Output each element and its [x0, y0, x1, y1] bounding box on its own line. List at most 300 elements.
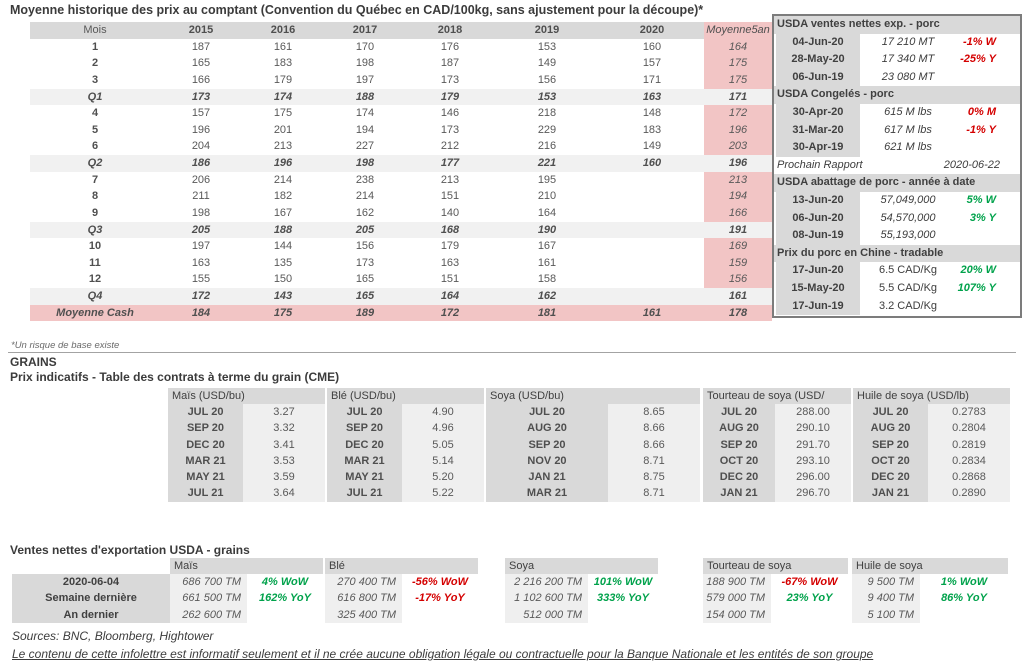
futures-table-header: Soya (USD/bu): [486, 388, 700, 404]
report-change: [956, 227, 1020, 245]
page-title: Moyenne historique des prix au comptant (Convention du Québec en CAD/100kg, sans ajustement pour la découpe)*: [10, 3, 704, 17]
report-change: [956, 298, 1020, 316]
row-label: 11: [89, 256, 101, 269]
export-row: [852, 574, 1008, 590]
moyenne5an-cell: 166: [704, 205, 772, 222]
price-cell: 213: [440, 173, 460, 186]
row-label: 4: [91, 107, 99, 120]
panel-data-row: [774, 51, 1020, 69]
price-cell: 165: [324, 288, 406, 305]
futures-row: [327, 469, 484, 485]
export-change: [402, 607, 478, 623]
price-cell: 196: [242, 155, 324, 172]
report-change: 107% Y: [957, 281, 996, 294]
futures-row: [168, 485, 325, 501]
futures-row: [327, 453, 484, 469]
report-change: [956, 139, 1020, 157]
export-change: 4% WoW: [261, 576, 309, 588]
export-row: [325, 590, 478, 606]
price-cell: 163: [600, 89, 704, 106]
contract-month: JAN 21: [703, 485, 775, 501]
panel-section-header: USDA Congelés - porc: [774, 86, 1020, 104]
panel-section-header: USDA abattage de porc - année à date: [774, 174, 1020, 192]
price-cell: 156: [537, 73, 557, 86]
price-cell: 179: [406, 89, 494, 106]
contract-price: 3.41: [243, 437, 325, 453]
row-label: Q3: [30, 222, 160, 239]
section-divider: [8, 352, 1016, 353]
export-change: 162% YoY: [259, 592, 311, 605]
export-change: -17% YoY: [415, 592, 465, 605]
price-cell: 210: [537, 190, 557, 203]
price-cell: 151: [440, 190, 460, 203]
panel-data-row: [774, 192, 1020, 210]
price-cell: 176: [440, 40, 460, 53]
next-report-date: 2020-06-22: [943, 158, 1000, 171]
export-group-header: Soya: [505, 558, 658, 574]
contract-price: 0.2783: [928, 404, 1010, 420]
export-row: [325, 607, 478, 623]
price-cell: 149: [537, 57, 557, 70]
contract-month: DEC 20: [703, 469, 775, 485]
price-cell: 183: [273, 57, 293, 70]
moyenne5an-cell: 194: [704, 188, 772, 205]
column-header: 2017: [324, 22, 406, 39]
futures-row: [853, 437, 1010, 453]
price-cell: 205: [324, 222, 406, 239]
contract-price: 288.00: [775, 404, 851, 420]
price-cell: 155: [191, 273, 211, 286]
report-date: 30-Apr-19: [776, 139, 860, 157]
futures-row: [327, 485, 484, 501]
price-cell: 221: [494, 155, 600, 172]
contract-price: 293.10: [775, 453, 851, 469]
price-cell: 167: [273, 206, 293, 219]
report-change: -1% W: [963, 35, 996, 48]
price-cell: 238: [355, 173, 375, 186]
futures-table-huile: [853, 388, 1010, 502]
report-date: 15-May-20: [776, 280, 860, 298]
export-change: 1% WoW: [940, 576, 988, 588]
row-label: 5: [91, 123, 99, 136]
contract-month: JAN 21: [853, 485, 928, 501]
price-cell: 218: [537, 107, 557, 120]
export-row: [325, 574, 478, 590]
price-cell: 182: [273, 190, 293, 203]
price-cell: 201: [273, 123, 293, 136]
futures-table-mais: [168, 388, 325, 502]
futures-row: [168, 404, 325, 420]
column-header: 2019: [494, 22, 600, 39]
export-group-header: Tourteau de soya: [703, 558, 848, 574]
moyenne5an-cell: 171: [704, 89, 772, 106]
contract-month: MAY 21: [327, 469, 402, 485]
export-group-huile: [852, 558, 1008, 623]
price-cell: 173: [440, 73, 460, 86]
price-cell: 164: [537, 206, 557, 219]
report-value: 17 210 MT: [881, 35, 935, 48]
column-header: 2018: [406, 22, 494, 39]
moyenne5an-cell: 213: [704, 172, 772, 189]
contract-month: MAY 21: [168, 469, 243, 485]
panel-data-row: [774, 210, 1020, 228]
futures-row: [168, 469, 325, 485]
export-volume: 512 000 TM: [505, 607, 588, 623]
panel-data-row: [774, 280, 1020, 298]
contract-month: OCT 20: [853, 453, 928, 469]
usda-report-panel: [772, 14, 1022, 318]
contract-price: 8.65: [608, 404, 700, 420]
price-cell: 143: [242, 288, 324, 305]
moyenne5an-cell: 196: [704, 122, 772, 139]
contract-month: DEC 20: [853, 469, 928, 485]
export-volume: 2 216 200 TM: [505, 574, 588, 590]
price-cell: 205: [160, 222, 242, 239]
price-cell: 165: [355, 273, 375, 286]
contract-price: 5.05: [402, 437, 484, 453]
price-cell: 162: [355, 206, 375, 219]
price-cell: 186: [160, 155, 242, 172]
price-cell: 163: [191, 256, 211, 269]
export-volume: 325 400 TM: [325, 607, 402, 623]
price-cell: 214: [355, 190, 375, 203]
export-change: 101% WoW: [593, 576, 653, 588]
panel-section-header: Prix du porc en Chine - tradable: [774, 245, 1020, 263]
contract-price: 0.2804: [928, 420, 1010, 436]
export-volume: 616 800 TM: [325, 590, 402, 606]
exports-row-label: Semaine dernière: [12, 590, 170, 606]
contract-price: 3.27: [243, 404, 325, 420]
export-change: 333% YoY: [597, 592, 649, 605]
price-cell: 213: [273, 140, 293, 153]
futures-row: [853, 485, 1010, 501]
price-cell: 173: [160, 89, 242, 106]
exports-row-label: An dernier: [12, 607, 170, 623]
report-value: 17 340 MT: [881, 53, 935, 66]
panel-data-row: [774, 34, 1020, 52]
contract-price: 296.70: [775, 485, 851, 501]
futures-row: [327, 420, 484, 436]
contract-price: 290.10: [775, 420, 851, 436]
futures-table-tourteau: [703, 388, 851, 502]
contract-price: 0.2868: [928, 469, 1010, 485]
price-cell: [600, 222, 704, 239]
report-value: 621 M lbs: [884, 141, 932, 154]
price-cell: 135: [273, 256, 293, 269]
price-cell: [600, 238, 704, 255]
futures-row: [168, 453, 325, 469]
price-cell: 194: [355, 123, 375, 136]
row-label: Q4: [30, 288, 160, 305]
panel-data-row: [774, 298, 1020, 316]
price-cell: 197: [355, 73, 375, 86]
contract-month: DEC 20: [327, 437, 402, 453]
contract-price: 3.53: [243, 453, 325, 469]
export-row: [703, 607, 848, 623]
contract-month: JUL 20: [327, 404, 402, 420]
price-cell: 204: [191, 140, 211, 153]
contract-price: 8.75: [608, 469, 700, 485]
contract-month: JUL 20: [486, 404, 608, 420]
report-date: 17-Jun-19: [776, 298, 860, 316]
contract-price: 8.71: [608, 453, 700, 469]
export-change: 23% YoY: [786, 592, 833, 605]
price-cell: 150: [273, 273, 293, 286]
contract-month: JUL 20: [168, 404, 243, 420]
export-volume: 262 600 TM: [170, 607, 247, 623]
contract-month: JUL 21: [327, 485, 402, 501]
panel-data-row: [774, 227, 1020, 245]
contract-month: NOV 20: [486, 453, 608, 469]
export-row: [505, 607, 658, 623]
row-label: 7: [91, 173, 99, 186]
export-row: [703, 590, 848, 606]
price-cell: 172: [406, 305, 494, 322]
grains-subheading: Prix indicatifs - Table des contrats à terme du grain (CME): [10, 370, 340, 384]
price-cell: 190: [494, 222, 600, 239]
exports-row-label: 2020-06-04: [12, 574, 170, 590]
price-cell: 160: [600, 155, 704, 172]
contract-month: MAR 21: [486, 485, 608, 501]
futures-table-header: Tourteau de soya (USD/: [703, 388, 851, 404]
price-cell: 206: [191, 173, 211, 186]
moyenne5an-cell: 156: [704, 271, 772, 288]
export-row: [170, 590, 323, 606]
price-cell: 211: [192, 190, 210, 203]
report-change: 0% M: [967, 105, 996, 118]
futures-row: [703, 453, 851, 469]
futures-row: [486, 420, 700, 436]
contract-month: MAR 21: [327, 453, 402, 469]
price-cell: 148: [642, 107, 662, 120]
report-date: 06-Jun-19: [776, 69, 860, 87]
contract-price: 5.22: [402, 485, 484, 501]
price-cell: 163: [440, 256, 460, 269]
export-row: [703, 574, 848, 590]
futures-row: [486, 437, 700, 453]
contract-month: OCT 20: [703, 453, 775, 469]
price-cell: 197: [191, 240, 211, 253]
report-value: 6.5 CAD/Kg: [878, 264, 938, 277]
price-cell: 165: [191, 57, 211, 70]
column-header: 2020: [600, 22, 704, 39]
next-report-label: Prochain Rapport: [777, 158, 863, 171]
futures-row: [168, 420, 325, 436]
report-date: 28-May-20: [776, 51, 860, 69]
price-cell: 153: [494, 89, 600, 106]
price-cell: 149: [642, 140, 662, 153]
moyenne5an-column-header: Moyenne5an: [704, 22, 772, 39]
contract-price: 5.14: [402, 453, 484, 469]
price-cell: 198: [324, 155, 406, 172]
column-header: 2016: [242, 22, 324, 39]
export-volume: 579 000 TM: [703, 590, 771, 606]
export-group-header: Blé: [325, 558, 478, 574]
price-cell: 216: [537, 140, 557, 153]
futures-row: [327, 437, 484, 453]
futures-table-ble: [327, 388, 484, 502]
price-cell: 161: [600, 305, 704, 322]
report-value: 54,570,000: [880, 211, 936, 224]
export-change: -67% WoW: [781, 576, 838, 588]
export-volume: 686 700 TM: [170, 574, 247, 590]
futures-table-soya: [486, 388, 700, 502]
futures-row: [703, 420, 851, 436]
price-cell: 198: [355, 57, 375, 70]
export-row: [170, 574, 323, 590]
contract-price: 291.70: [775, 437, 851, 453]
report-change: 5% W: [966, 193, 996, 206]
next-report-row: [774, 157, 1020, 175]
moyenne5an-cell: 161: [704, 288, 772, 305]
report-value: 3.2 CAD/Kg: [878, 299, 938, 312]
report-date: 06-Jun-20: [776, 210, 860, 228]
futures-table-header: Huile de soya (USD/lb): [853, 388, 1010, 404]
price-cell: [600, 205, 704, 222]
price-cell: 177: [406, 155, 494, 172]
price-cell: 146: [440, 107, 460, 120]
export-group-header: Huile de soya: [852, 558, 1008, 574]
row-label: 1: [91, 40, 99, 53]
moyenne5an-cell: 159: [704, 255, 772, 272]
report-value: 615 M lbs: [884, 105, 932, 118]
price-cell: 183: [642, 123, 662, 136]
price-cell: 144: [273, 240, 293, 253]
price-cell: 157: [642, 57, 662, 70]
moyenne5an-cell: 164: [704, 39, 772, 56]
futures-row: [853, 453, 1010, 469]
row-label: 6: [91, 140, 99, 153]
moyenne5an-cell: 175: [704, 55, 772, 72]
panel-data-row: [774, 69, 1020, 87]
export-volume: 661 500 TM: [170, 590, 247, 606]
price-cell: 187: [191, 40, 211, 53]
futures-row: [703, 469, 851, 485]
moyenne5an-cell: 169: [704, 238, 772, 255]
export-volume: 9 500 TM: [852, 574, 920, 590]
row-label: 9: [91, 206, 99, 219]
price-cell: 227: [355, 140, 375, 153]
price-cell: 166: [191, 73, 211, 86]
export-change: [920, 607, 1008, 623]
export-volume: 270 400 TM: [325, 574, 402, 590]
contract-price: 0.2834: [928, 453, 1010, 469]
moyenne5an-cell: 178: [704, 305, 772, 322]
price-cell: 196: [191, 123, 211, 136]
price-cell: 167: [537, 240, 557, 253]
futures-row: [486, 453, 700, 469]
price-cell: 175: [273, 107, 293, 120]
contract-month: JAN 21: [486, 469, 608, 485]
price-cell: 140: [440, 206, 460, 219]
row-label: 3: [91, 73, 99, 86]
export-group-tourteau: [703, 558, 848, 623]
futures-row: [703, 404, 851, 420]
exports-header-spacer: [12, 558, 170, 574]
price-cell: 229: [537, 123, 557, 136]
contract-price: 5.20: [402, 469, 484, 485]
export-change: -56% WoW: [411, 576, 469, 588]
futures-row: [486, 485, 700, 501]
export-row: [852, 607, 1008, 623]
price-cell: [600, 172, 704, 189]
price-cell: 151: [440, 273, 460, 286]
price-cell: 189: [324, 305, 406, 322]
row-label: Moyenne Cash: [30, 305, 160, 322]
report-date: 13-Jun-20: [776, 192, 860, 210]
grains-heading: GRAINS: [10, 355, 57, 369]
contract-price: 3.59: [243, 469, 325, 485]
contract-month: JUL 21: [168, 485, 243, 501]
price-cell: 212: [440, 140, 460, 153]
contract-price: 0.2890: [928, 485, 1010, 501]
report-date: 30-Apr-20: [776, 104, 860, 122]
futures-row: [853, 404, 1010, 420]
export-group-ble: [325, 558, 478, 623]
row-label: 2: [91, 57, 99, 70]
row-label: Q2: [30, 155, 160, 172]
price-cell: 171: [642, 73, 662, 86]
contract-month: AUG 20: [486, 420, 608, 436]
price-cell: 179: [273, 73, 293, 86]
export-group-header: Maïs: [170, 558, 323, 574]
report-change: 20% W: [960, 264, 996, 277]
contract-month: MAR 21: [168, 453, 243, 469]
row-label: 10: [88, 240, 102, 253]
futures-row: [327, 404, 484, 420]
price-cell: 174: [355, 107, 375, 120]
contract-month: AUG 20: [703, 420, 775, 436]
price-cell: 173: [440, 123, 460, 136]
export-volume: 154 000 TM: [703, 607, 771, 623]
contract-price: 3.32: [243, 420, 325, 436]
basis-risk-footnote: *Un risque de base existe: [11, 340, 120, 351]
futures-row: [168, 437, 325, 453]
column-header: Mois: [30, 22, 160, 39]
price-cell: 168: [406, 222, 494, 239]
row-label: 12: [88, 273, 102, 286]
exports-heading: Ventes nettes d'exportation USDA - grains: [10, 543, 250, 557]
contract-month: SEP 20: [168, 420, 243, 436]
contract-price: 8.66: [608, 437, 700, 453]
price-cell: 162: [494, 288, 600, 305]
moyenne5an-cell: 203: [704, 138, 772, 155]
report-date: 31-Mar-20: [776, 122, 860, 140]
report-value: 617 M lbs: [884, 123, 932, 136]
price-cell: 156: [355, 240, 375, 253]
futures-table-header: Blé (USD/bu): [327, 388, 484, 404]
price-cell: [600, 255, 704, 272]
futures-row: [853, 469, 1010, 485]
export-group-mais: [170, 558, 323, 623]
price-cell: 160: [642, 40, 662, 53]
contract-price: 3.64: [243, 485, 325, 501]
export-row: [505, 574, 658, 590]
moyenne5an-cell: 196: [704, 155, 772, 172]
contract-month: JUL 20: [703, 404, 775, 420]
export-row: [170, 607, 323, 623]
export-row: [852, 590, 1008, 606]
disclaimer-link[interactable]: Le contenu de cette infolettre est informatif seulement et il ne crée aucune obligation légale ou contractuelle pour la Banque Nationale et les entités de son groupe: [12, 647, 874, 661]
contract-price: 296.00: [775, 469, 851, 485]
report-date: 08-Jun-19: [776, 227, 860, 245]
report-value: 57,049,000: [880, 193, 936, 206]
futures-row: [703, 437, 851, 453]
export-volume: 9 400 TM: [852, 590, 920, 606]
contract-month: SEP 20: [327, 420, 402, 436]
price-cell: 188: [324, 89, 406, 106]
panel-data-row: [774, 262, 1020, 280]
